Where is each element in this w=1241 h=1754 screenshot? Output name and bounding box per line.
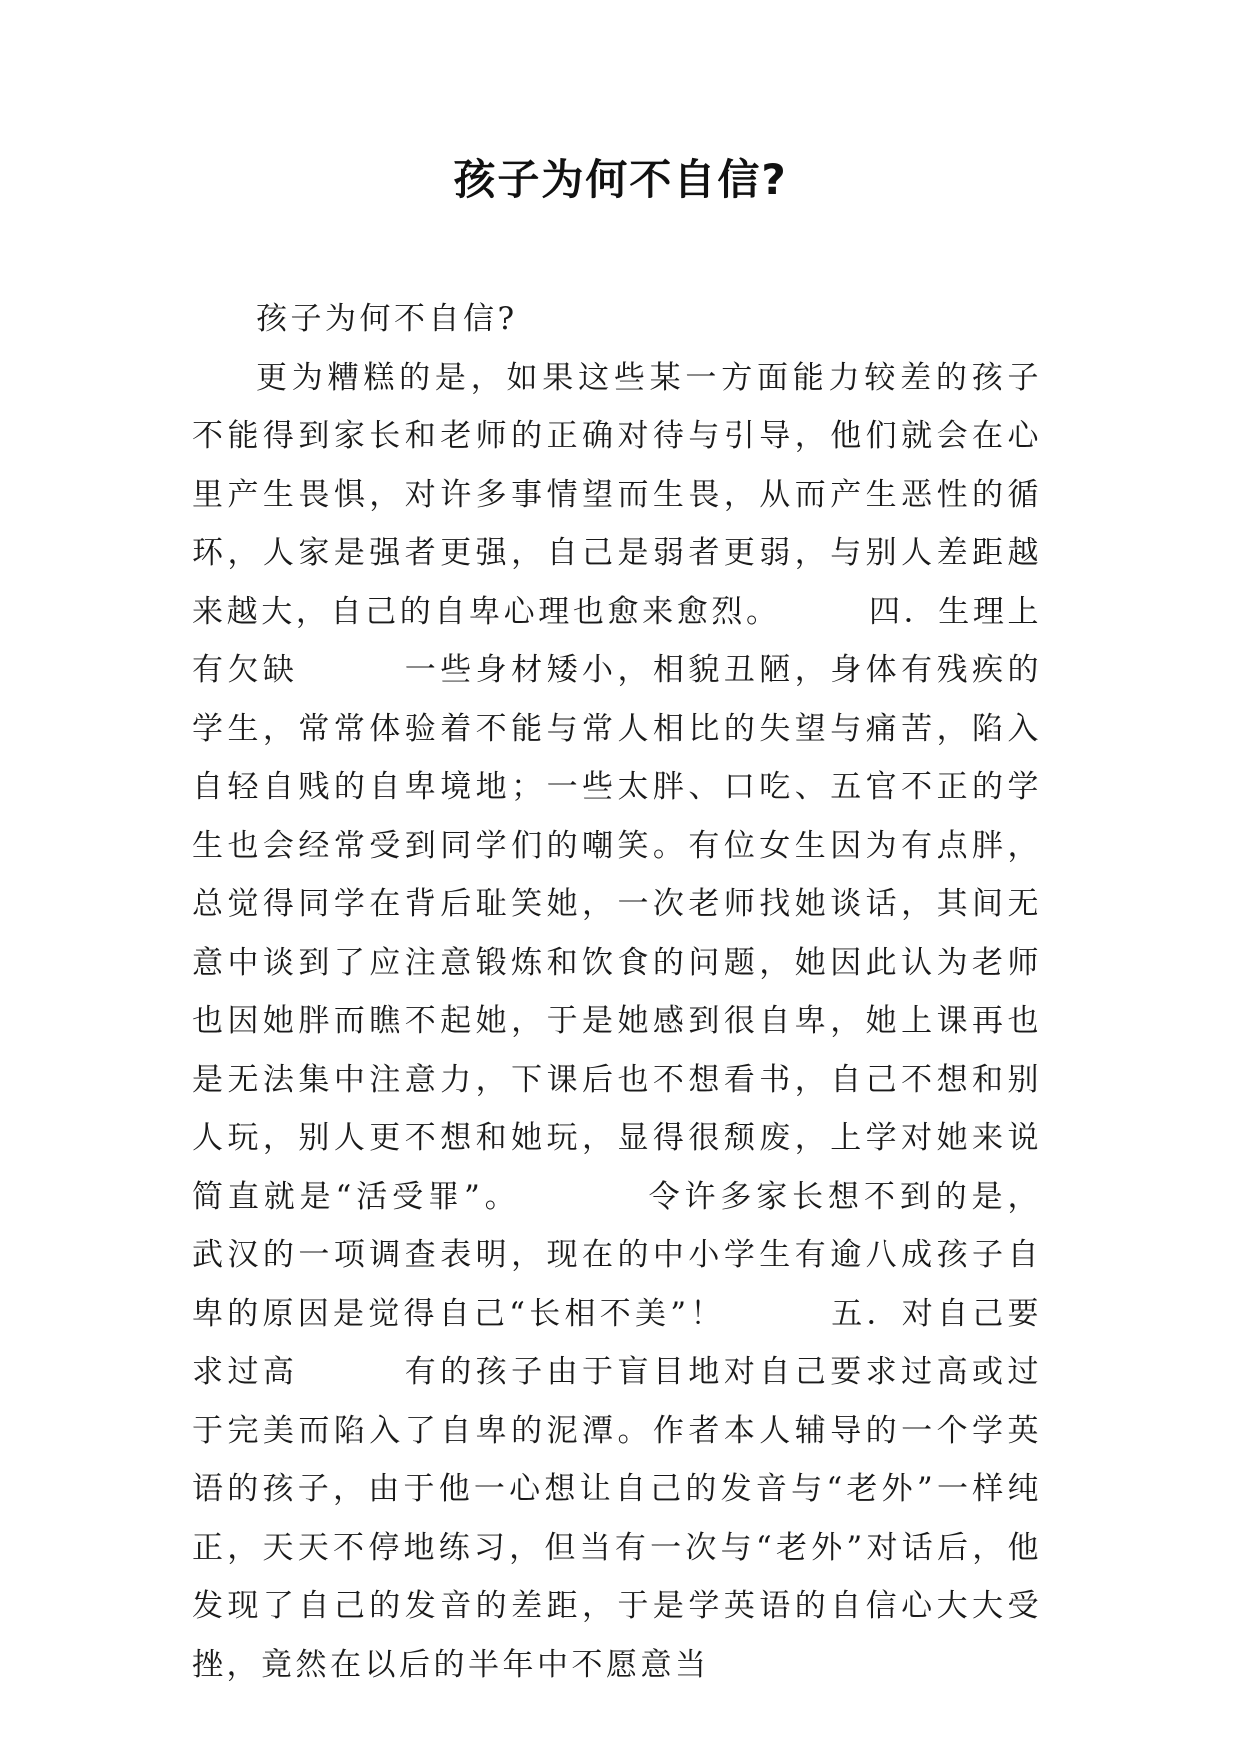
document-title: 孩子为何不自信?	[453, 155, 788, 204]
body-paragraph: 更为糟糕的是，如果这些某一方面能力较差的孩子不能得到家长和老师的正确对待与引导，他们就会在心里产生畏惧，对许多事情望而生畏，从而产生恶性的循环，人家是强者更强，自己是弱者更弱，与别人差距越来越大，自己的自卑心理也愈来愈烈。 四．生理上有欠缺 一些身材矮小，相貌丑陋，身体有残疾的学生，常常体验着不能与常人相比的失望与痛苦，陷入自轻自贱的自卑境地；一些太胖、口吃、五官不正的学生也会经常受到同学们的嘲笑。有位女生因为有点胖，总觉得同学在背后耻笑她，一次老师找她谈话，其间无意中谈到了应注意锻炼和饮食的问题，她因此认为老师也因她胖而瞧不起她，于是她感到很自卑，她上课再也是无法集中注意力，下课后也不想看书，自己不想和别人玩，别人更不想和她玩，显得很颓废，上学对她来说简直就是“活受罪”。 令许多家长想不到的是，武汉的一项调查表明，现在的中小学生有逾八成孩子自卑的原因是觉得自己“长相不美”！ 五．对自己要求过高 有的孩子由于盲目地对自己要求过高或过于完美而陷入了自卑的泥潭。作者本人辅导的一个学英语的孩子，由于他一心想让自己的发音与“老外”一样纯正，天天不停地练习，但当有一次与“老外”对话后，他发现了自己的发音的差距，于是学英语的自信心大大受挫，竟然在以后的半年中不愿意当	[192, 359, 1042, 1683]
document-body	[192, 290, 1042, 1694]
intro-paragraph: 孩子为何不自信?	[256, 301, 518, 337]
